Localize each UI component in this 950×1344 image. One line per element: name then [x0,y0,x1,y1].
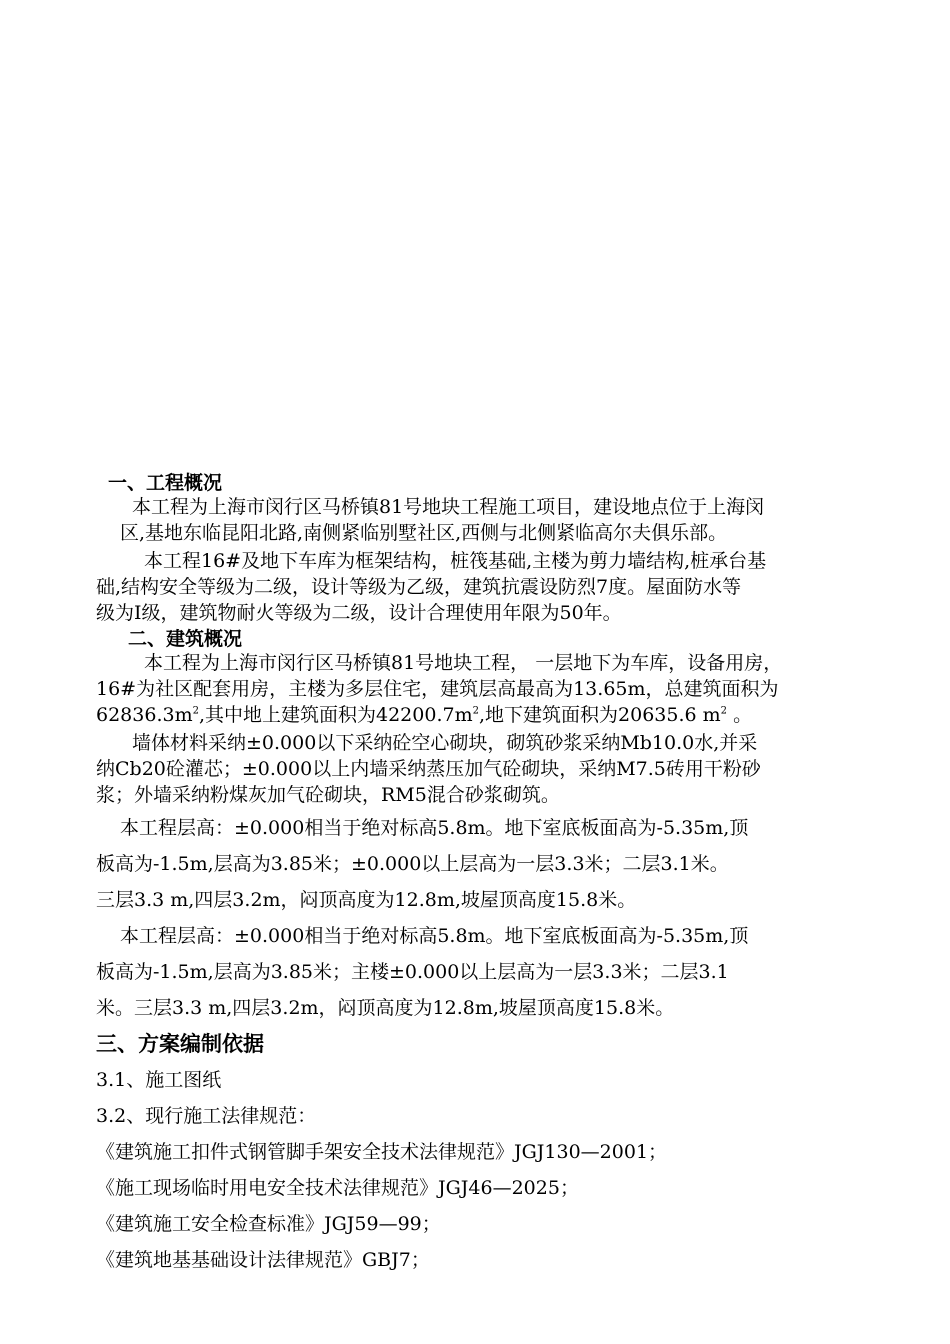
section-2-para-3-line-3: 三层3.3 m,四层3.2m，闷顶高度为12.8m,坡屋顶高度15.8米。 [96,889,637,911]
section-2-para-4-line-3: 米。三层3.3 m,四层3.2m，闷顶高度为12.8m,坡屋顶高度15.8米。 [96,997,675,1019]
basis-item: 3.1、施工图纸 [96,1069,222,1091]
section-2-para-1-line-3 [96,702,896,728]
section-1-para-2-line-2: 础,结构安全等级为二级，设计等级为乙级，建筑抗震设防烈7度。屋面防水等 [96,576,742,598]
basis-item: 《建筑地基基础设计法律规范》GBJ7； [96,1249,430,1271]
section-2-para-2-line-2: 纳Cb20砼灌芯；±0.000以上内墙采纳蒸压加气砼砌块，采纳M7.5砖用干粉砂 [96,758,761,780]
section-2-para-4-line-2: 板高为-1.5m,层高为3.85米；主楼±0.000以上层高为一层3.3米；二层3.1 [96,961,729,983]
basis-item: 《施工现场临时用电安全技术法律规范》JGJ46—2025； [96,1177,579,1199]
basis-item: 《建筑施工安全检查标准》JGJ59—99； [96,1213,441,1235]
total-area-text: 62836.3m [96,704,193,726]
section-1-para-1-line-1: 本工程为上海市闵行区马桥镇81号地块工程施工项目，建设地点位于上海闵 [132,496,765,518]
section-2-para-1-line-1: 本工程为上海市闵行区马桥镇81号地块工程， 一层地下为车库，设备用房， [144,652,783,674]
basis-item: 《建筑施工扣件式钢管脚手架安全技术法律规范》JGJ130—2001； [96,1141,668,1163]
basis-item: 3.2、现行施工法律规范： [96,1105,317,1127]
section-1-para-1-line-2: 区,基地东临昆阳北路,南侧紧临别墅社区,西侧与北侧紧临高尔夫俱乐部。 [120,522,728,544]
section-1-heading: 一、工程概况 [108,472,223,494]
section-1-para-2-line-3: 级为Ⅰ级，建筑物耐火等级为二级，设计合理使用年限为50年。 [96,602,622,624]
underground-area-text: ,地下建筑面积为20635.6 m [478,704,721,726]
period-text: 。 [727,704,753,726]
section-2-para-2-line-3: 浆；外墙采纳粉煤灰加气砼砌块，RM5混合砂浆砌筑。 [96,784,560,806]
section-2-para-2-line-1: 墙体材料采纳±0.000以下采纳砼空心砌块，砌筑砂浆采纳Mb10.0水,并采 [132,732,758,754]
document-body [96,472,896,1278]
section-2-para-1-line-2: 16#为社区配套用房，主楼为多层住宅，建筑层高最高为13.65m，总建筑面积为 [96,678,779,700]
section-2-para-3-line-1: 本工程层高：±0.000相当于绝对标高5.8m。地下室底板面高为-5.35m,顶 [120,817,749,839]
section-2-para-3-line-2: 板高为-1.5m,层高为3.85米；±0.000以上层高为一层3.3米；二层3.1米。 [96,853,729,875]
area-unit-superscript: 2 [472,705,479,717]
area-unit-superscript: 2 [192,705,199,717]
section-3-heading: 三、方案编制依据 [96,1031,264,1056]
above-ground-area-text: ,其中地上建筑面积为42200.7m [198,704,473,726]
section-2-para-4-line-1: 本工程层高：±0.000相当于绝对标高5.8m。地下室底板面高为-5.35m,顶 [120,925,749,947]
section-2-heading: 二、建筑概况 [128,628,243,650]
area-unit-superscript: 2 [720,705,728,717]
section-1-para-2-line-1: 本工程16#及地下车库为框架结构，桩筏基础,主楼为剪力墙结构,桩承台基 [144,550,767,572]
